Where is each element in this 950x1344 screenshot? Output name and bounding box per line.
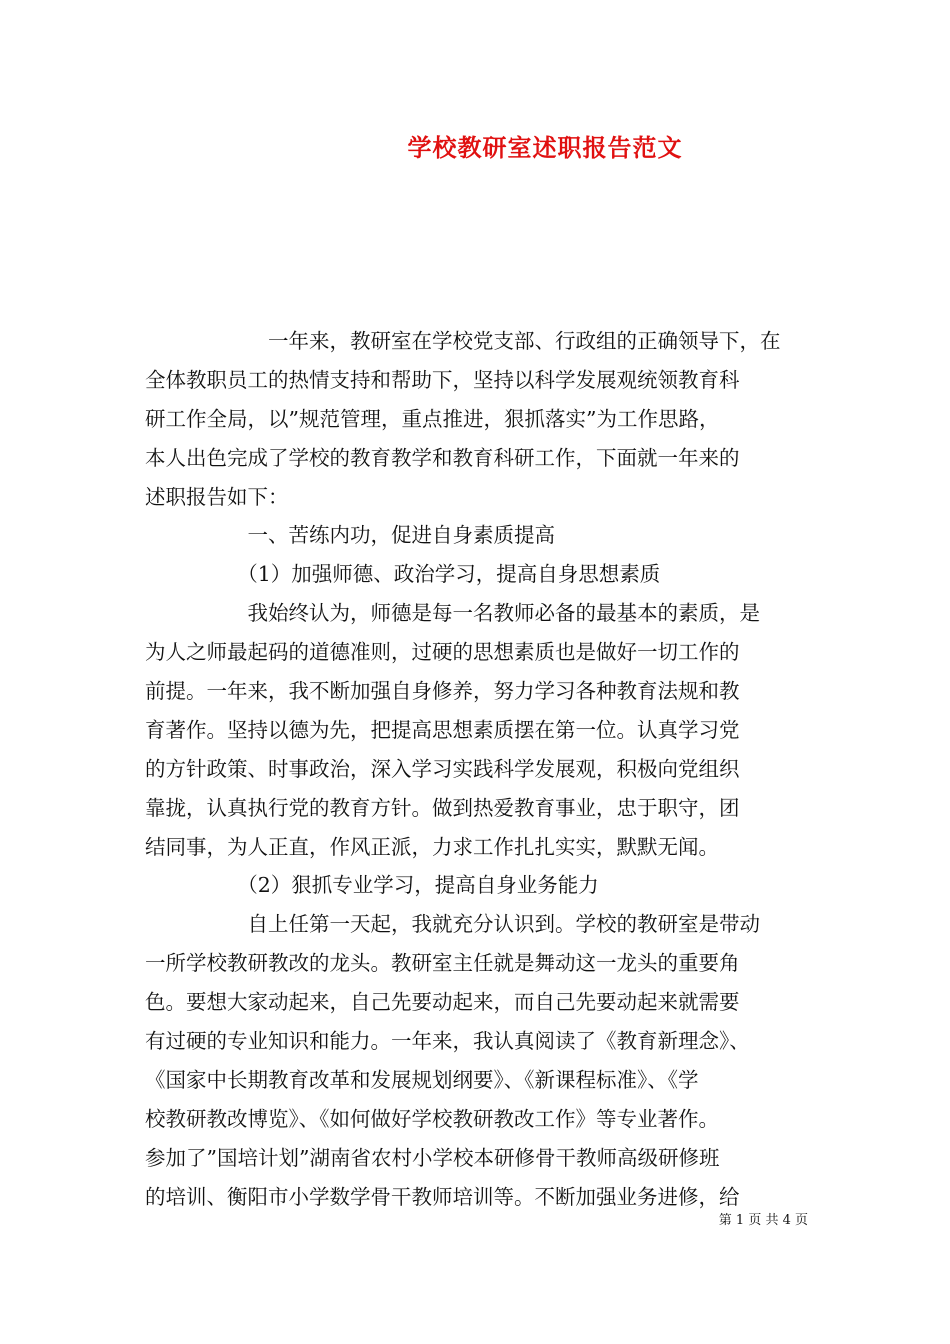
body-line: 研工作全局，以”规范管理，重点推进，狠抓落实”为工作思路，	[145, 406, 720, 431]
body-line: 参加了”国培计划”湖南省农村小学校本研修骨干教师高级研修班	[145, 1145, 720, 1170]
body-line: 本人出色完成了学校的教育教学和教育科研工作，下面就一年来的	[145, 445, 740, 470]
body-line: 一年来，教研室在学校党支部、行政组的正确领导下，在	[145, 329, 781, 353]
body-line: 的培训、衡阳市小学数学骨干教师培训等。不断加强业务进修，给	[145, 1184, 740, 1209]
body-line: 述职报告如下：	[145, 484, 289, 509]
subsection-heading: （1）加强师德、政治学习，提高自身思想素质	[145, 562, 661, 587]
body-line: 自上任第一天起，我就充分认识到。学校的教研室是带动	[145, 912, 760, 937]
body-line: 色。要想大家动起来，自己先要动起来，而自己先要动起来就需要	[145, 990, 740, 1015]
body-line: 全体教职员工的热情支持和帮助下，坚持以科学发展观统领教育科	[145, 367, 740, 392]
body-line: 校教研教改博览》、《如何做好学校教研教改工作》等专业著作。	[145, 1106, 719, 1131]
body-line: 有过硬的专业知识和能力。一年来，我认真阅读了《教育新理念》、	[145, 1029, 750, 1054]
body-line: 一所学校教研教改的龙头。教研室主任就是舞动这一龙头的重要角	[145, 951, 740, 976]
body-line: 我始终认为，师德是每一名教师必备的最基本的素质，是	[145, 601, 760, 626]
body-line: 为人之师最起码的道德准则，过硬的思想素质也是做好一切工作的	[145, 640, 740, 665]
section-heading: 一、苦练内功，促进自身素质提高	[145, 523, 555, 548]
body-line: 结同事，为人正直，作风正派，力求工作扎扎实实，默默无闻。	[145, 834, 719, 859]
body-line: 前提。一年来，我不断加强自身修养，努力学习各种教育法规和教	[145, 679, 740, 704]
subsection-heading: （2）狠抓专业学习，提高自身业务能力	[145, 873, 599, 898]
body-line: 《国家中长期教育改革和发展规划纲要》、《新课程标准》、《学	[145, 1067, 699, 1092]
body-line: 靠拢，认真执行党的教育方针。做到热爱教育事业，忠于职守，团	[145, 795, 740, 820]
body-line: 育著作。坚持以德为先，把提高思想素质摆在第一位。认真学习党	[145, 717, 740, 742]
document-body	[145, 322, 810, 1216]
document-title: 学校教研室述职报告范文	[407, 133, 683, 162]
page-footer: 第 1 页 共 4 页	[718, 1213, 808, 1228]
body-line: 的方针政策、时事政治，深入学习实践科学发展观，积极向党组织	[145, 756, 740, 781]
